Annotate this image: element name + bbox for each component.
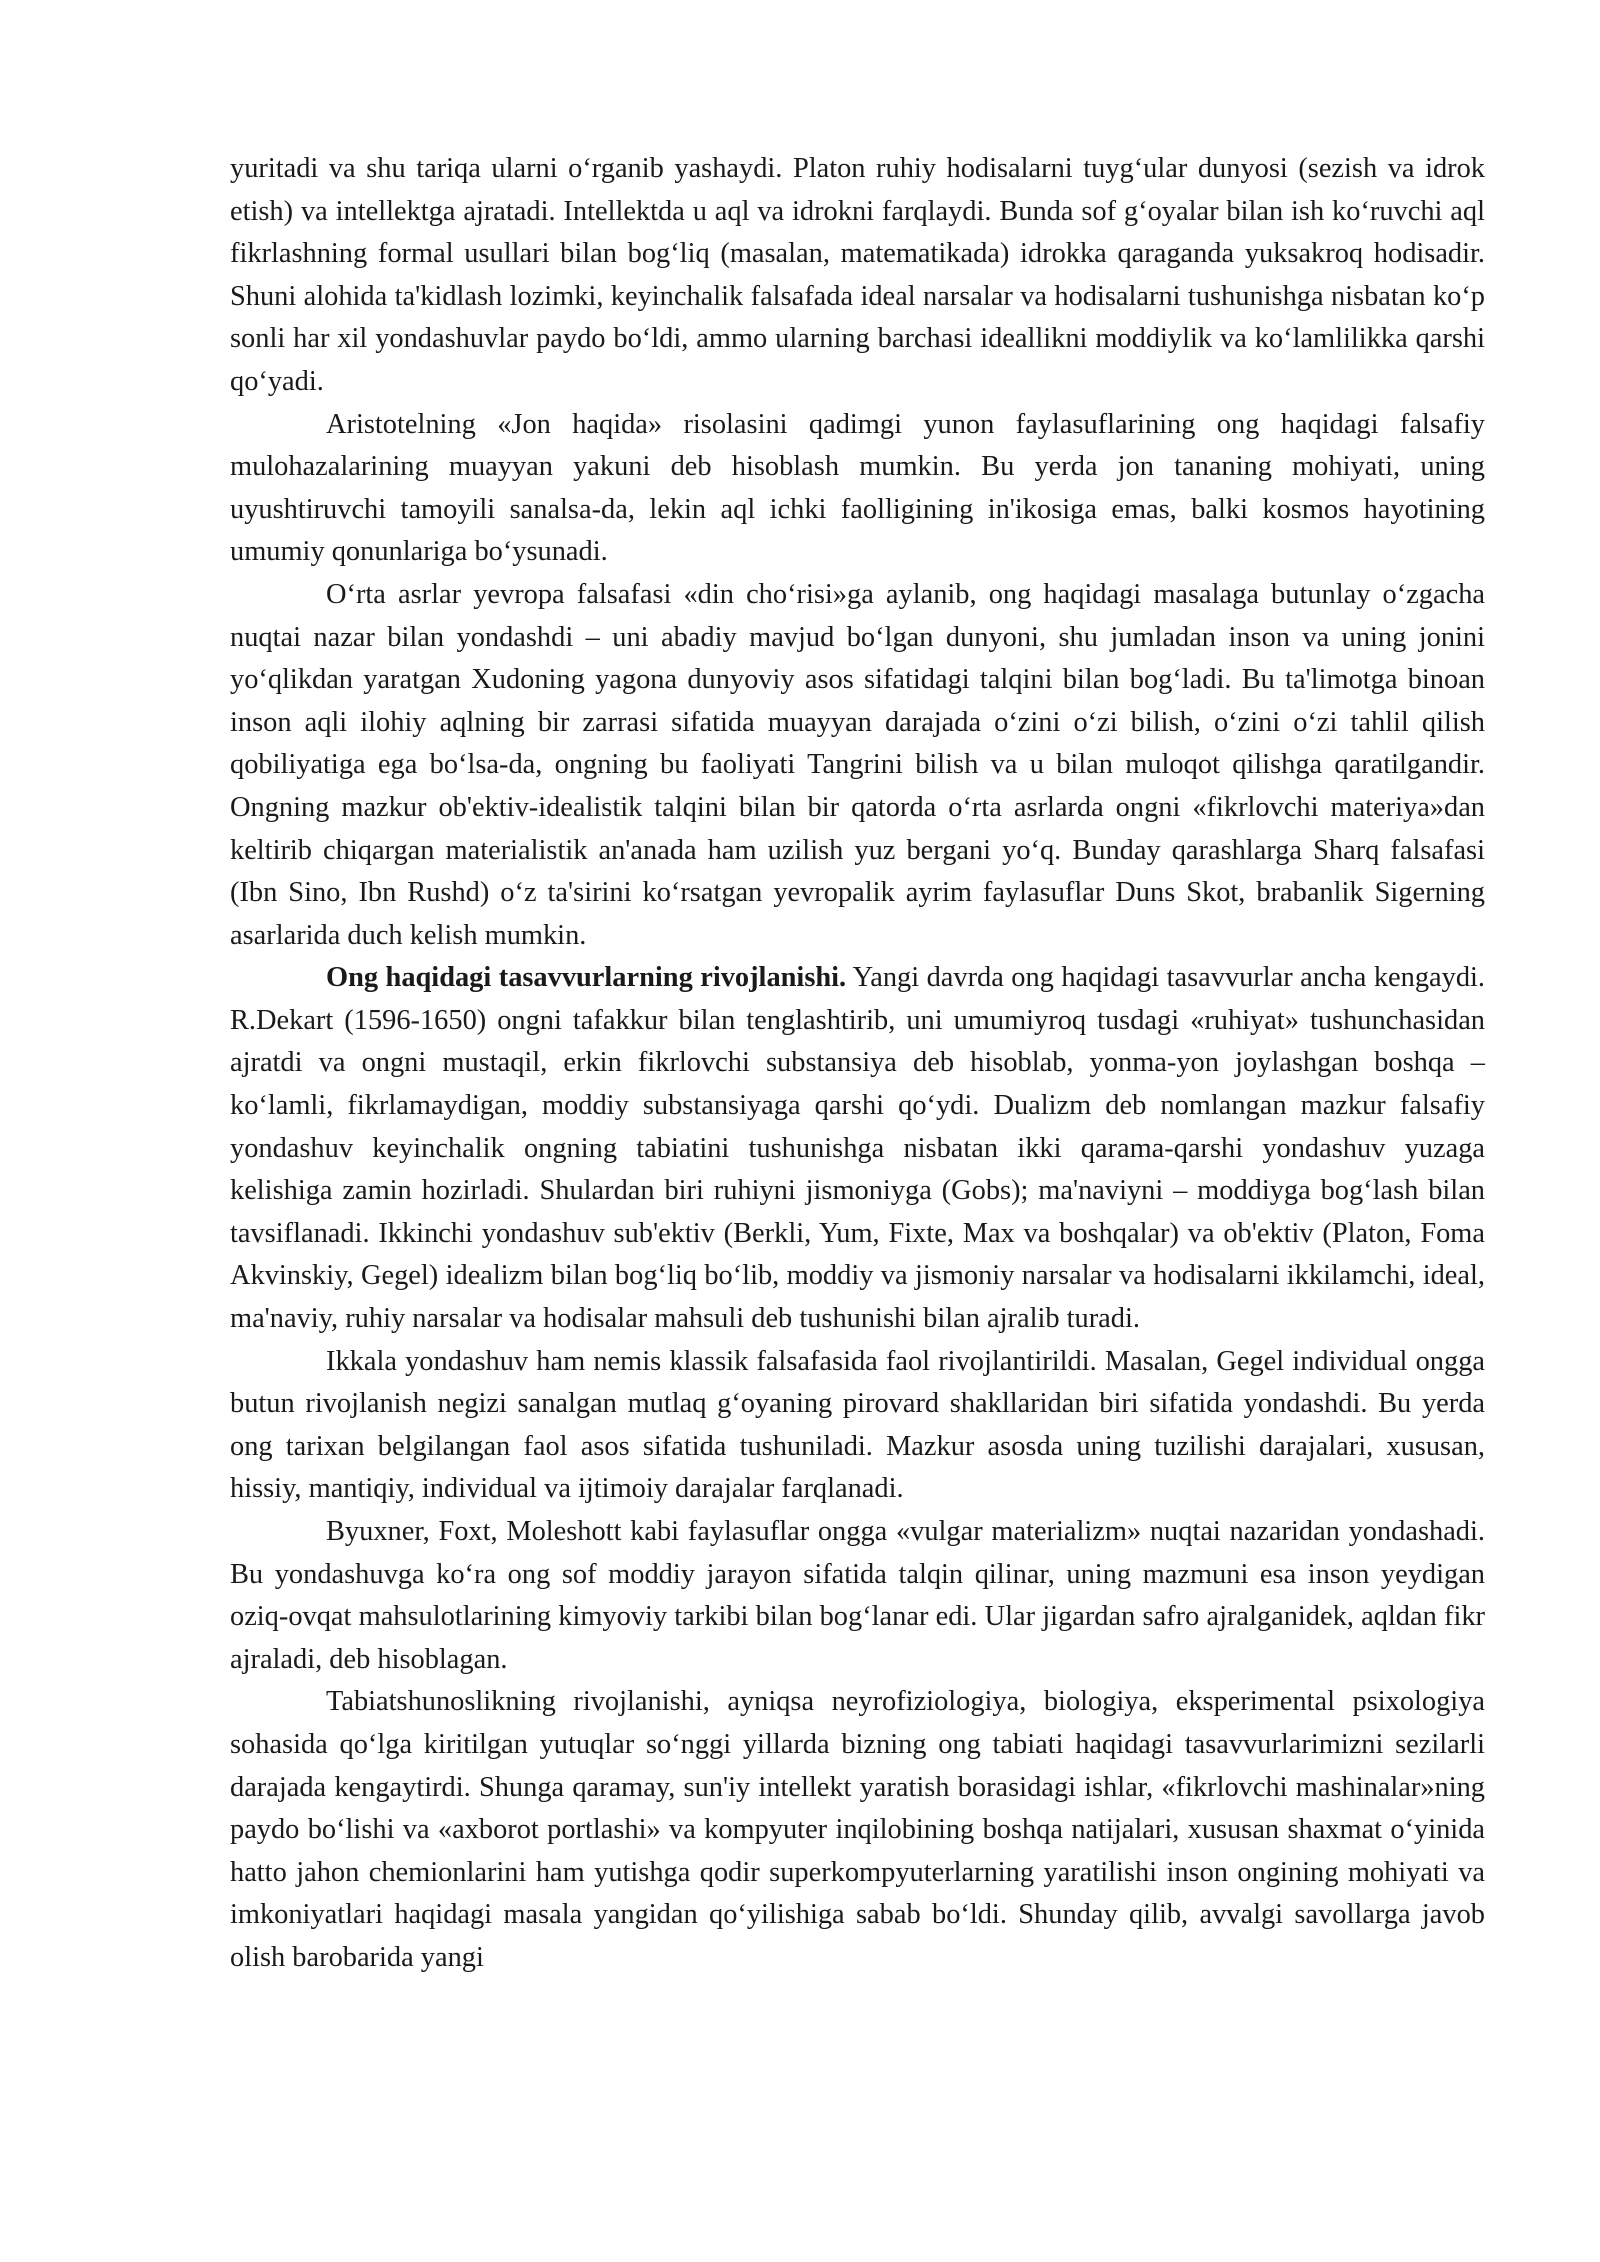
paragraph-vulgar-materializm [230,1511,1485,1681]
paragraph-platon [230,148,1485,404]
section-heading: Ong haqidagi tasavvurlarning rivojlanishi. [326,962,847,994]
paragraph-text: O‘rta asrlar yevropa falsafasi «din cho‘risi»ga aylanib, ong haqidagi masalaga butunlay o‘zgacha nuqtai nazar bilan yondashdi – uni abadiy mavjud bo‘lgan dunyoni, shu jumladan inson va uning jonini yo‘qlikdan yaratgan Xudoning yagona dunyoviy asos sifatidagi talqini bilan bog‘ladi. Bu ta'limotga binoan inson aqli ilohiy aqlning bir zarrasi sifatida muayyan darajada o‘zini o‘zi bilish, o‘zini o‘zi tahlil qilish qobiliyatiga ega bo‘lsa-da, ongning bu faoliyati Tangrini bilish va u bilan muloqot qilishga qaratilgandir. Ongning mazkur ob'ektiv-idealistik talqini bilan bir qatorda o‘rta asrlarda ongni «fikrlovchi materiya»dan keltirib chiqargan materialistik an'anada ham uzilish yuz bergani yo‘q. Bunday qarashlarga Sharq falsafasi (Ibn Sino, Ibn Rushd) o‘z ta'sirini ko‘rsatgan yevropalik ayrim faylasuflar Duns Skot, brabanlik Sigerning asarlarida duch kelish mumkin. [230,578,1485,951]
paragraph-text: Aristotelning «Jon haqida» risolasini qadimgi yunon faylasuflarining ong haqidagi falsafiy mulohazalarining muayyan yakuni deb hisoblash mumkin. Bu yerda jon tananing mohiyati, uning uyushtiruvchi tamoyili sanalsa-da, lekin aql ichki faolligining in'ikosiga emas, balki kosmos hayotining umumiy qonunlariga bo‘ysunadi. [230,408,1485,568]
paragraph-aristotel [230,404,1485,574]
paragraph-text: Tabiatshunoslikning rivojlanishi, ayniqsa neyrofiziologiya, biologiya, eksperimental psixologiya sohasida qo‘lga kiritilgan yutuqlar so‘nggi yillarda bizning ong tabiati haqidagi tasavvurlarimizni sezilarli darajada kengaytirdi. Shunga qaramay, sun'iy intellekt yaratish borasidagi ishlar, «fikrlovchi mashinalar»ning paydo bo‘lishi va «axborot portlashi» va kompyuter inqilobining boshqa natijalari, xususan shaxmat o‘yinida hatto jahon chemionlarini ham yutishga qodir superkompyuterlarning yaratilishi inson ongining mohiyati va imkoniyatlari haqidagi masala yangidan qo‘yilishiga sabab bo‘ldi. Shunday qilib, avvalgi savollarga javob olish barobarida yangi [230,1686,1485,1973]
paragraph-text: Byuxner, Foxt, Moleshott kabi faylasuflar ongga «vulgar materializm» nuqtai nazaridan yondashadi. Bu yondashuvga ko‘ra ong sof moddiy jarayon sifatida talqin qilinar, uning mazmuni esa inson yeydigan oziq-ovqat mahsulotlarining kimyoviy tarkibi bilan bog‘lanar edi. Ular jigardan safro ajralganidek, aqldan fikr ajraladi, deb hisoblagan. [230,1516,1485,1675]
paragraph-text: Yangi davrda ong haqidagi tasavvurlar ancha kengaydi. R.Dekart (1596-1650) ongni tafakkur bilan tenglashtirib, uni umumiyroq tusdagi «ruhiyat» tushunchasidan ajratdi va ongni mustaqil, erkin fikrlovchi substansiya deb hisoblab, yonma-yon joylashgan boshqa – ko‘lamli, fikrlamaydigan, moddiy substansiyaga qarshi qo‘ydi. Dualizm deb nomlangan mazkur falsafiy yondashuv keyinchalik ongning tabiatini tushunishga nisbatan ikki qarama-qarshi yondashuv yuzaga kelishiga zamin hozirladi. Shulardan biri ruhiyni jismoniyga (Gobs); ma'naviyni – moddiyga bog‘lash bilan tavsiflanadi. Ikkinchi yondashuv sub'ektiv (Berkli, Yum, Fixte, Max va boshqalar) va ob'ektiv (Platon, Foma Akvinskiy, Gegel) idealizm bilan bog‘liq bo‘lib, moddiy va jismoniy narsalar va hodisalarni ikkilamchi, ideal, ma'naviy, ruhiy narsalar va hodisalar mahsuli deb tushunishi bilan ajralib turadi. [230,962,1485,1335]
paragraph-tabiatshunoslik [230,1681,1485,1979]
paragraph-orta-asrlar [230,574,1485,957]
paragraph-text: Ikkala yondashuv ham nemis klassik falsafasida faol rivojlantirildi. Masalan, Gegel individual ongga butun rivojlanish negizi sanalgan mutlaq g‘oyaning pirovard shakllaridan biri sifatida yondashdi. Bu yerda ong tarixan belgilangan faol asos sifatida tushuniladi. Mazkur asosda uning tuzilishi darajalari, xususan, hissiy, mantiqiy, individual va ijtimoiy darajalar farqlanadi. [230,1345,1485,1505]
paragraph-ong-rivojlanishi [230,957,1485,1340]
paragraph-nemis-klassik [230,1341,1485,1511]
paragraph-text: yuritadi va shu tariqa ularni o‘rganib yashaydi. Platon ruhiy hodisalarni tuyg‘ular dunyosi (sezish va idrok etish) va intellektga ajratadi. Intellektda u aql va idrokni farqlaydi. Bunda sof g‘oyalar bilan ish ko‘ruvchi aql fikrlashning formal usullari bilan bog‘liq (masalan, matematikada) idrokka qaraganda yuksakroq hodisadir. Shuni alohida ta'kidlash lozimki, keyinchalik falsafada ideal narsalar va hodisalarni tushunishga nisbatan ko‘p sonli har xil yondashuvlar paydo bo‘ldi, ammo ularning barchasi ideallikni moddiylik va ko‘lamlilikka qarshi qo‘yadi. [230,153,1485,397]
document-page [230,148,1485,1980]
